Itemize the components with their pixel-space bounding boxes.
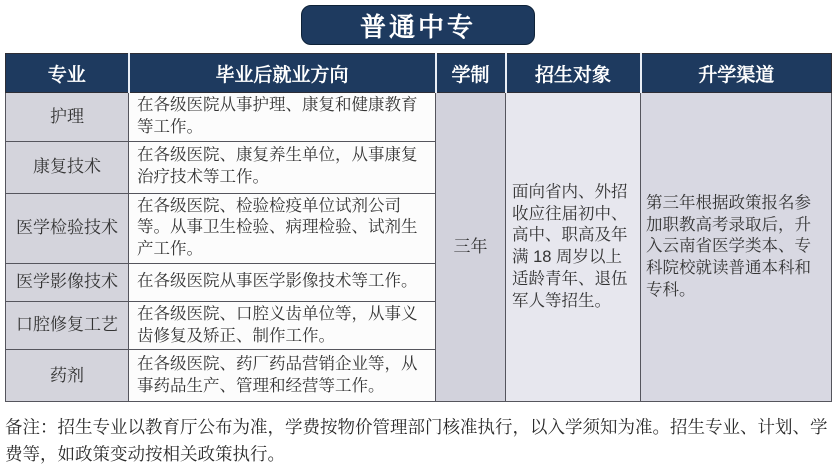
- col-header-duration: 学制: [436, 54, 506, 93]
- table-header-row: [6, 54, 832, 93]
- job-cell: 在各级医院从事医学影像技术等工作。: [129, 263, 436, 301]
- col-header-target: 招生对象: [506, 54, 641, 93]
- major-cell: 医学检验技术: [6, 193, 129, 263]
- job-cell: 在各级医院从事护理、康复和健康教育等工作。: [129, 93, 436, 142]
- page-title: 普通中专: [359, 11, 476, 42]
- major-cell: 药剂: [6, 350, 129, 402]
- channel-cell: 第三年根据政策报名参加职教高考录取后，升入云南省医学类本、专科院校就读普通本科和专科。: [641, 93, 832, 402]
- col-header-job: 毕业后就业方向: [129, 54, 436, 93]
- table-row: [6, 93, 832, 142]
- duration-cell: 三年: [436, 93, 506, 402]
- programs-table: [5, 53, 832, 402]
- target-cell: 面向省内、外招收应往届初中、高中、职高及年满 18 周岁以上适龄青年、退伍军人等招生。: [506, 93, 641, 402]
- title-banner: [301, 5, 535, 45]
- job-cell: 在各级医院、康复养生单位，从事康复治疗技术等工作。: [129, 141, 436, 193]
- footnote: 备注：招生专业以教育厅公布为准，学费按物价管理部门核准执行，以入学须知为准。招生专业、计划、学费等，如政策变动按相关政策执行。: [5, 417, 828, 464]
- page: [0, 5, 836, 464]
- major-cell: 护理: [6, 93, 129, 142]
- job-cell: 在各级医院、检验检疫单位试剂公司等。从事卫生检验、病理检验、试剂生产工作。: [129, 193, 436, 263]
- major-cell: 医学影像技术: [6, 263, 129, 301]
- col-header-channel: 升学渠道: [641, 54, 832, 93]
- col-header-major: 专业: [6, 54, 129, 93]
- major-cell: 口腔修复工艺: [6, 301, 129, 350]
- job-cell: 在各级医院、药厂药品营销企业等，从事药品生产、管理和经营等工作。: [129, 350, 436, 402]
- major-cell: 康复技术: [6, 141, 129, 193]
- job-cell: 在各级医院、口腔义齿单位等，从事义齿修复及矫正、制作工作。: [129, 301, 436, 350]
